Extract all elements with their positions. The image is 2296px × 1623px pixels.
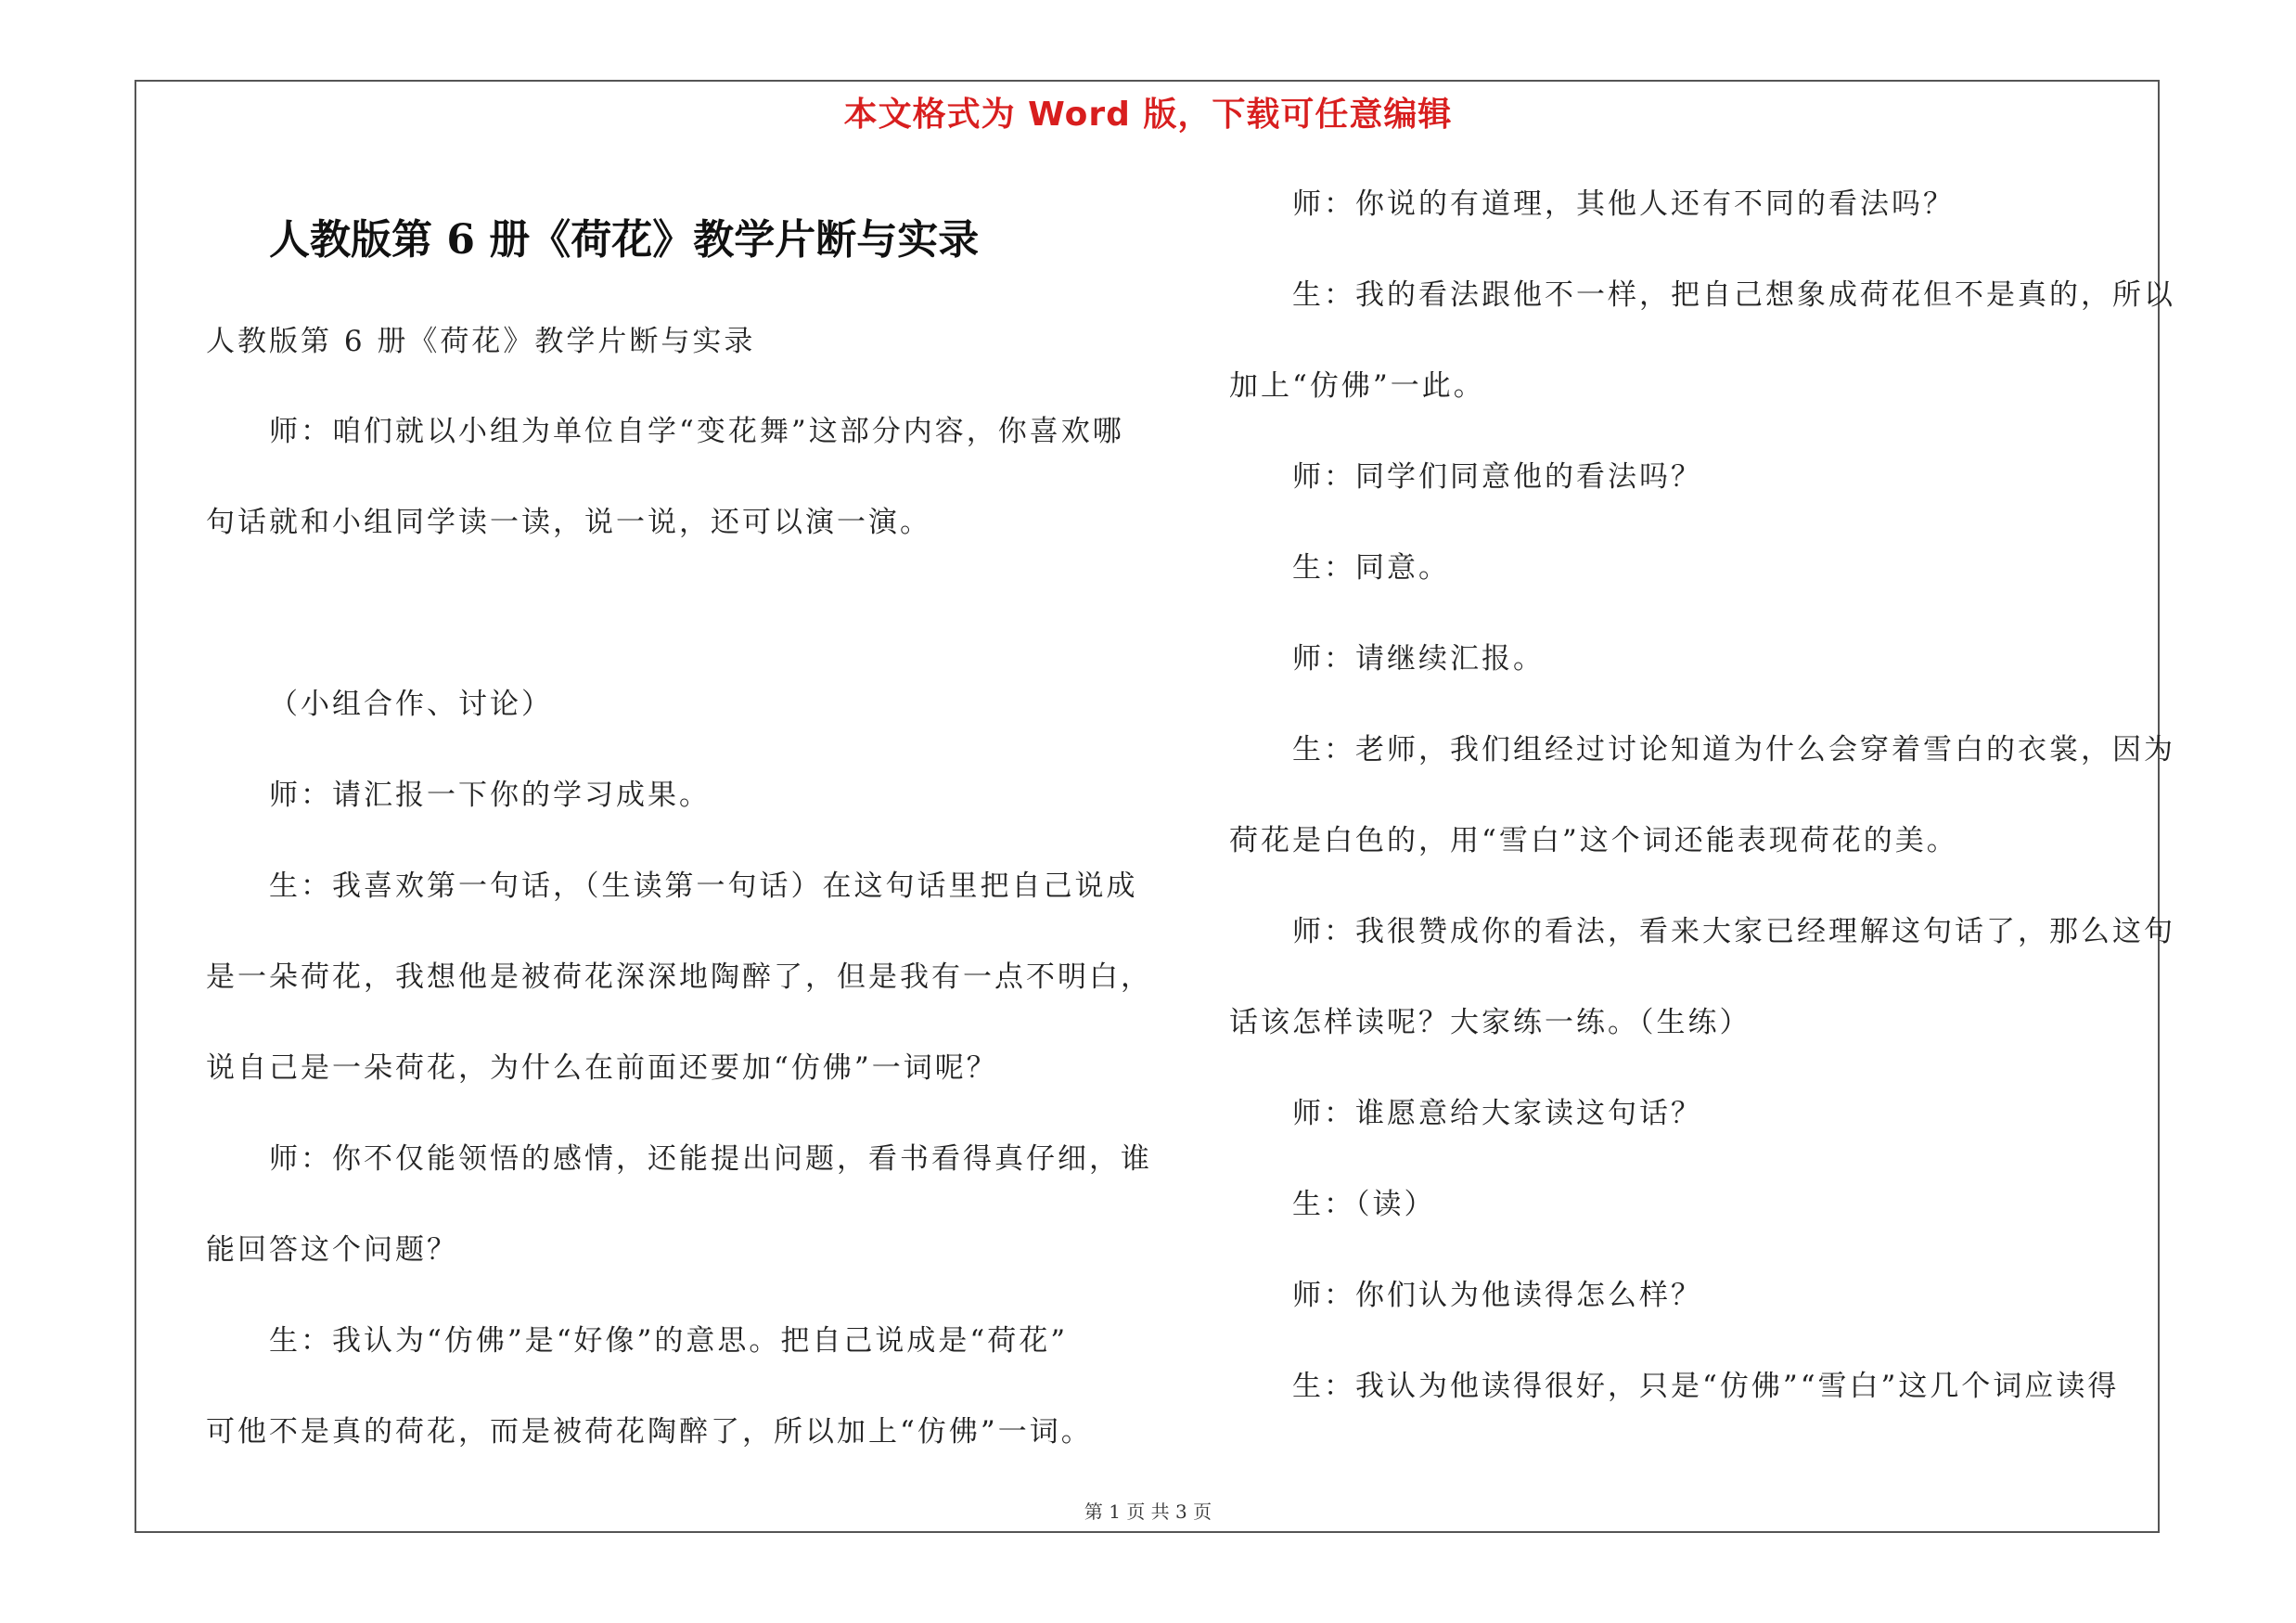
paragraph-line: 荷花是白色的，用“雪白”这个词还能表现荷花的美。: [1229, 824, 1958, 857]
paragraph-line: 生：我认为他读得很好，只是“仿佛”“雪白”这几个词应读得: [1292, 1370, 2120, 1403]
paragraph-line: 师：你们认为他读得怎么样？: [1292, 1279, 1702, 1312]
page-footer: 第 1 页 共 3 页: [1084, 1501, 1212, 1523]
paragraph-line: 能回答这个问题？: [206, 1233, 458, 1267]
paragraph-line: 说自己是一朵荷花，为什么在前面还要加“仿佛”一词呢？: [206, 1051, 998, 1085]
paragraph-line: 生：（读）: [1292, 1188, 1436, 1221]
document-title: 人教版第 6 册《荷花》教学片断与实录: [269, 216, 980, 264]
paragraph-line: 加上“仿佛”一此。: [1229, 369, 1485, 403]
paragraph-line: （小组合作、讨论）: [269, 688, 553, 721]
paragraph-line: 师：同学们同意他的看法吗？: [1292, 460, 1702, 494]
paragraph-line: 生：我喜欢第一句话，（生读第一句话）在这句话里把自己说成: [269, 869, 1138, 903]
paragraph-line: 可他不是真的荷花，而是被荷花陶醉了，所以加上“仿佛”一词。: [206, 1415, 1093, 1449]
paragraph-line: 生：我认为“仿佛”是“好像”的意思。把自己说成是“荷花”: [269, 1324, 1069, 1358]
paragraph-line: 人教版第 6 册《荷花》教学片断与实录: [206, 325, 756, 358]
paragraph-line: 师：你说的有道理，其他人还有不同的看法吗？: [1292, 187, 1955, 221]
paragraph-line: 师：请汇报一下你的学习成果。: [269, 779, 711, 812]
paragraph-line: 师：谁愿意给大家读这句话？: [1292, 1097, 1702, 1130]
paragraph-line: 话该怎样读呢？大家练一练。（生练）: [1229, 1006, 1751, 1039]
paragraph-line: 师：请继续汇报。: [1292, 642, 1545, 676]
paragraph-line: 句话就和小组同学读一读，说一说，还可以演一演。: [206, 506, 931, 539]
paragraph-line: 是一朵荷花，我想他是被荷花深深地陶醉了，但是我有一点不明白，: [206, 960, 1152, 994]
paragraph-line: 生：老师，我们组经过讨论知道为什么会穿着雪白的衣裳，因为: [1292, 733, 2175, 766]
paragraph-line: 师：咱们就以小组为单位自学“变花舞”这部分内容，你喜欢哪: [269, 415, 1124, 448]
paragraph-line: 生：我的看法跟他不一样，把自己想象成荷花但不是真的，所以: [1292, 278, 2175, 312]
paragraph-line: 生：同意。: [1292, 551, 1450, 585]
paragraph-line: 师：你不仅能领悟的感情，还能提出问题，看书看得真仔细，谁: [269, 1142, 1152, 1176]
paragraph-line: 师：我很赞成你的看法，看来大家已经理解这句话了，那么这句: [1292, 915, 2175, 948]
word-format-banner: 本文格式为 Word 版，下载可任意编辑: [843, 96, 1453, 134]
